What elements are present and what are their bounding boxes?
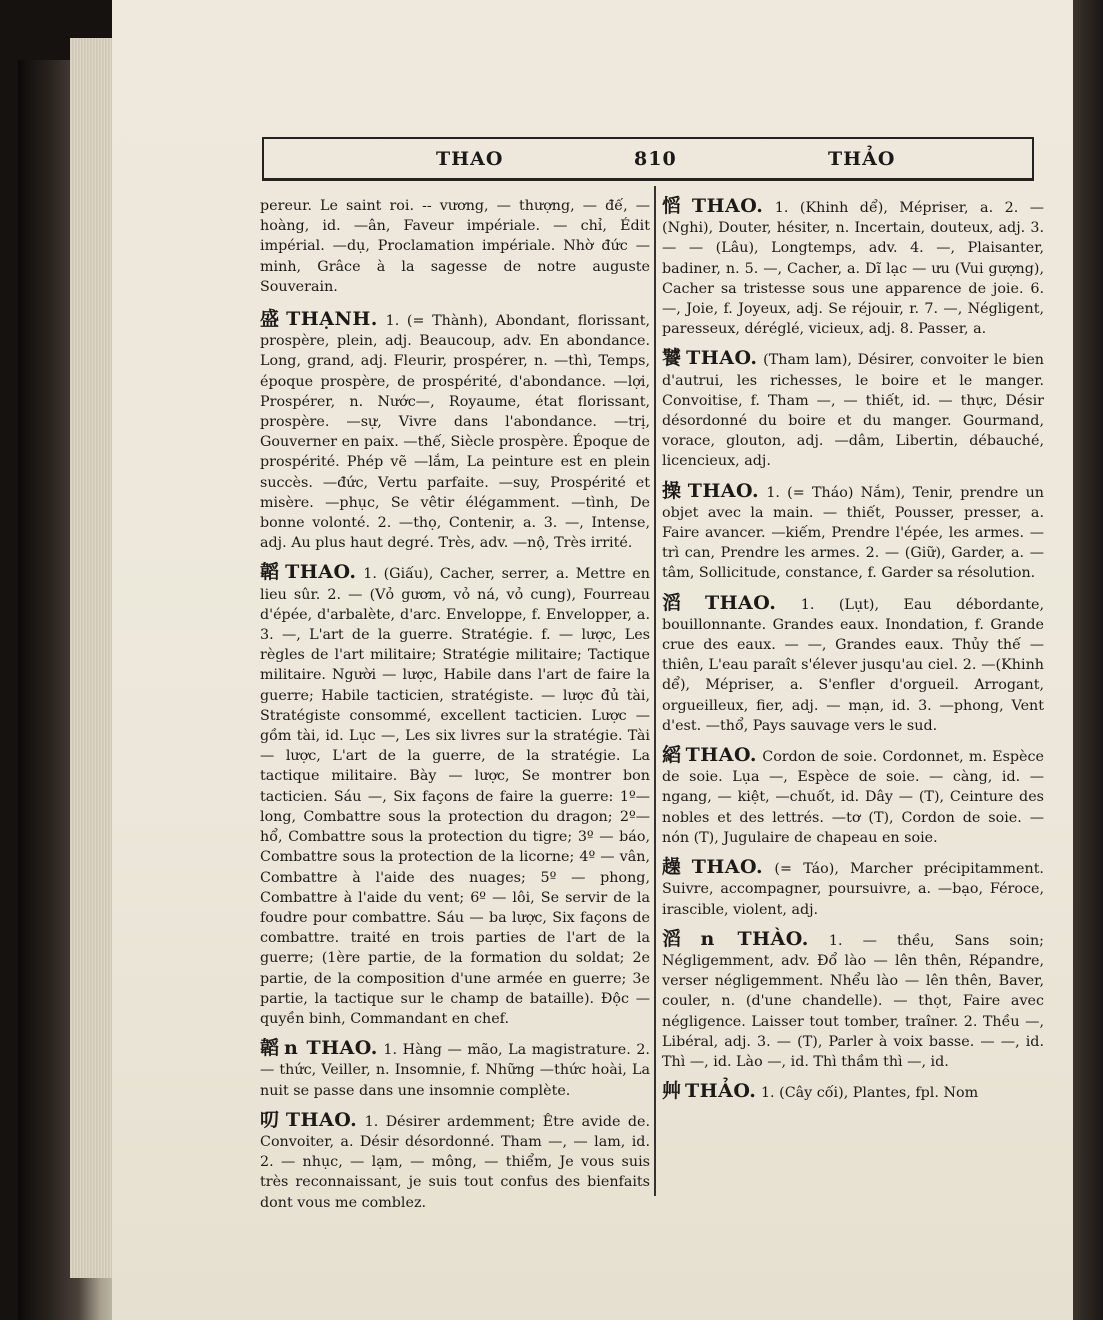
entry-text: (= Táo), Marcher précipitamment. Suivre, accompagner, poursuivre, a. —bạo, Féroce, irascible, violent, adj. xyxy=(662,861,1044,918)
entry-text: 1. (Khinh dể), Mépriser, a. 2. — (Nghi), Douter, hésiter, n. Incertain, douteux, adj. 3. — — (Lâu), Longtemps, adv. 4. —, Plaisanter, badiner, n. 5. —, Cacher, a. Dĩ lạc — ưu (Vui gượng), Cacher sa tristesse sous une apparence de joie. 6. —, Joie, f. Joyeux, adj. Se réjouir, r. 7. —, Négligent, paresseux, déréglé, vicieux, adj. 8. Passer, a. xyxy=(662,200,1044,338)
entry-headword: THAO. xyxy=(687,479,760,502)
right-column xyxy=(662,196,1044,1112)
han-character: 韜 xyxy=(260,561,282,584)
han-character: 滔 xyxy=(662,927,697,950)
entry-text: pereur. Le saint roi. -- vương, — thượng, — đế, —hoàng, id. —ân, Faveur impériale. — chỉ, Édit impérial. —dụ, Proclamation impériale. Nhờ đức —minh, Grâce à la sagesse de notre auguste Souverain. xyxy=(260,198,650,295)
han-character: 趮 xyxy=(662,856,688,879)
dictionary-entry xyxy=(260,562,650,1029)
header-right-word: THẢO xyxy=(828,148,896,170)
entry-text: 1. Désirer ardemment; Être avide de. Convoiter, a. Désir désordonné. Tham —, — lam, id. 2. — nhục, — lạm, — mông, — thiểm, Je vous suis très reconnaissant, je suis tout confus des bienfaits dont vous me comblez. xyxy=(260,1113,650,1211)
entry-headword: n THAO. xyxy=(284,1037,378,1060)
entry-headword: THAO. xyxy=(285,1108,358,1131)
entry-headword: THAO. xyxy=(691,195,764,217)
continued-entry xyxy=(260,196,650,297)
dictionary-entry xyxy=(662,196,1044,339)
entry-text: 1. (Giấu), Cacher, serrer, a. Mettre en lieu sûr. 2. — (Vỏ gươm, vỏ ná, vỏ cung), Fourreau d'épée, d'arbalète, d'arc. Enveloppe, f. Envelopper, a. 3. —, L'art de la guerre. Stratégie. f. — lược, Les règles de l'art militaire; Stratégie militaire; Tactique militaire. Người — lược, Habile dans l'art de faire la guerre; Habile tacticien, stratégiste. — lược đủ tài, Stratégiste consommé, excellent tacticien. Lược — gồm tài, id. Lục —, Les six livres sur la stratégie. Tài — lược, L'art de la guerre, de la stratégie. La tactique militaire. Bày — lược, Se montrer bon tacticien. Sáu —, Six façons de faire la guerre: 1º—long, Combattre sous la protection du dragon; 2º—hổ, Combattre sous la protection du tigre; 3º — báo, Combattre sous la protection de la licorne; 4º — vân, Combattre à l'aide des nuages; 5º — phong, Combattre à l'aide du vent; 6º — lôi, Se servir de la foudre pour combattre. Sáu — ba lược, Six façons de combattre. traité en trois parties de l'art de la guerre; (1ère partie, de la formation du soldat; 2e partie, de la composition d'une armée en guerre; 3e partie, la tactique sur le champ de bataille). Độc — quyền binh, Commandant en chef. xyxy=(260,566,651,1027)
han-character: 叨 xyxy=(260,1108,282,1131)
entry-headword: n THÀO. xyxy=(700,927,809,950)
dictionary-entry xyxy=(260,1110,650,1213)
entry-headword: THẢO. xyxy=(685,1080,757,1103)
han-character: 韜 xyxy=(260,1037,281,1060)
han-character: 盛 xyxy=(260,308,283,331)
dictionary-entry xyxy=(260,1038,650,1101)
next-page-edge xyxy=(1073,0,1103,1320)
entry-text: 1. — thều, Sans soin; Négligemment, adv. Đổ lào — lên thên, Répandre, verser négligemment. Nhểu lào — lên thên, Baver, couler, n. (d'une chandelle). — thọt, Faire avec négligence. Laisser tout tomber, traîner. 2. Thều —, Libéral, adj. 3. — (T), Parler à voix basse. — —, id. Thì —, id. Lào —, id. Thì thầm thì —, id. xyxy=(662,932,1044,1070)
han-character: 饕 xyxy=(662,347,683,370)
han-character: 艸 xyxy=(662,1080,682,1103)
entry-text: (Tham lam), Désirer, convoiter le bien d'autrui, les richesses, le boire et le manger. Convoitise, f. Tham —, — thiết, id. — thực, Désir désordonné du boire et du manger. Gourmand, vorace, glouton, adj. —dâm, Libertin, débauché, licencieux, adj. xyxy=(662,352,1044,470)
dictionary-entry xyxy=(662,929,1044,1072)
header-left-word: THAO xyxy=(436,148,504,170)
dictionary-entry xyxy=(662,348,1044,471)
entry-text: 1. (= Thành), Abondant, florissant, prospère, plein, adj. Beaucoup, adv. En abondance. Long, grand, adj. Fleurir, prospérer, n. —thì, Temps, époque prospère, de prospérité, d'abondance. —lợi, Prospérer, n. Nước—, Royaume, état florissant, prospère. —sự, Vivre dans l'abondance. —trị, Gouverner en paix. —thế, Siècle prospère. Époque de prospérité. Phép vẽ —lắm, La peinture est en plein succès. —đức, Vertu parfaite. —suy, Prospérité et misère. —phục, Se vêtir élégamment. —tình, De bonne volonté. 2. —thọ, Contenir, a. 3. —, Intense, adj. Au plus haut degré. Très, adv. —nộ, Très irrité. xyxy=(260,313,650,552)
han-character: 縚 xyxy=(662,744,682,767)
dictionary-entry xyxy=(260,309,650,553)
entry-headword: THAO. xyxy=(285,561,357,584)
dictionary-entry xyxy=(662,1081,1044,1103)
entry-text: 1. (Lụt), Eau débordante, bouillonnante. Grandes eaux. Inondation, f. Grande crue des eaux. — —, Grandes eaux. Thủy thế —thiên, L'eau paraît s'élever jusqu'au ciel. 2. —(Khinh dể), Mépriser, a. S'enfler d'orgueil. Arrogant, orgueilleux, fier, adj. — mạn, id. 3. —phong, Vent d'est. —thổ, Pays sauvage vers le sud. xyxy=(662,596,1044,734)
page-number: 810 xyxy=(634,148,677,170)
left-column xyxy=(260,196,650,1222)
entry-headword: THAO. xyxy=(704,591,777,614)
entry-headword: THAO. xyxy=(691,856,764,879)
entry-text: 1. (= Tháo) Nắm), Tenir, prendre un objet avec la main. — thiết, Pousser, presser, a. Faire avancer. —kiếm, Prendre l'épée, les armes. — trì can, Prendre les armes. 2. — (Giữ), Garder, a. — tâm, Sollicitude, constance, f. Garder sa résolution. xyxy=(662,484,1045,582)
han-character: 滔 xyxy=(662,591,701,614)
dictionary-entry xyxy=(662,593,1044,736)
han-character: 慆 xyxy=(662,195,688,217)
running-header xyxy=(262,137,1034,181)
entry-text: Cordon de soie. Cordonnet, m. Espèce de soie. Lụa —, Espèce de soie. — càng, id. — ngang, — kiệt, —chuốt, id. Dây — (T), Ceinture des nobles et des lettrés. —tơ (T), Cordon de soie. — nón (T), Jugulaire de chapeau en soie. xyxy=(662,749,1044,846)
entry-text: 1. Hàng — mão, La magistrature. 2. — thức, Veiller, n. Insomnie, f. Những —thức hoài, La nuit se passe dans une insomnie complète. xyxy=(260,1042,650,1099)
dictionary-entry xyxy=(662,857,1044,920)
entry-headword: THẠNH. xyxy=(286,308,378,331)
entry-text: 1. (Cây cối), Plantes, fpl. Nom xyxy=(760,1085,979,1102)
han-character: 操 xyxy=(662,479,684,502)
dictionary-entry xyxy=(662,745,1044,848)
entry-headword: THAO. xyxy=(686,347,758,370)
column-divider xyxy=(654,186,656,1196)
entry-headword: THAO. xyxy=(685,744,758,767)
dictionary-entry xyxy=(662,481,1044,584)
